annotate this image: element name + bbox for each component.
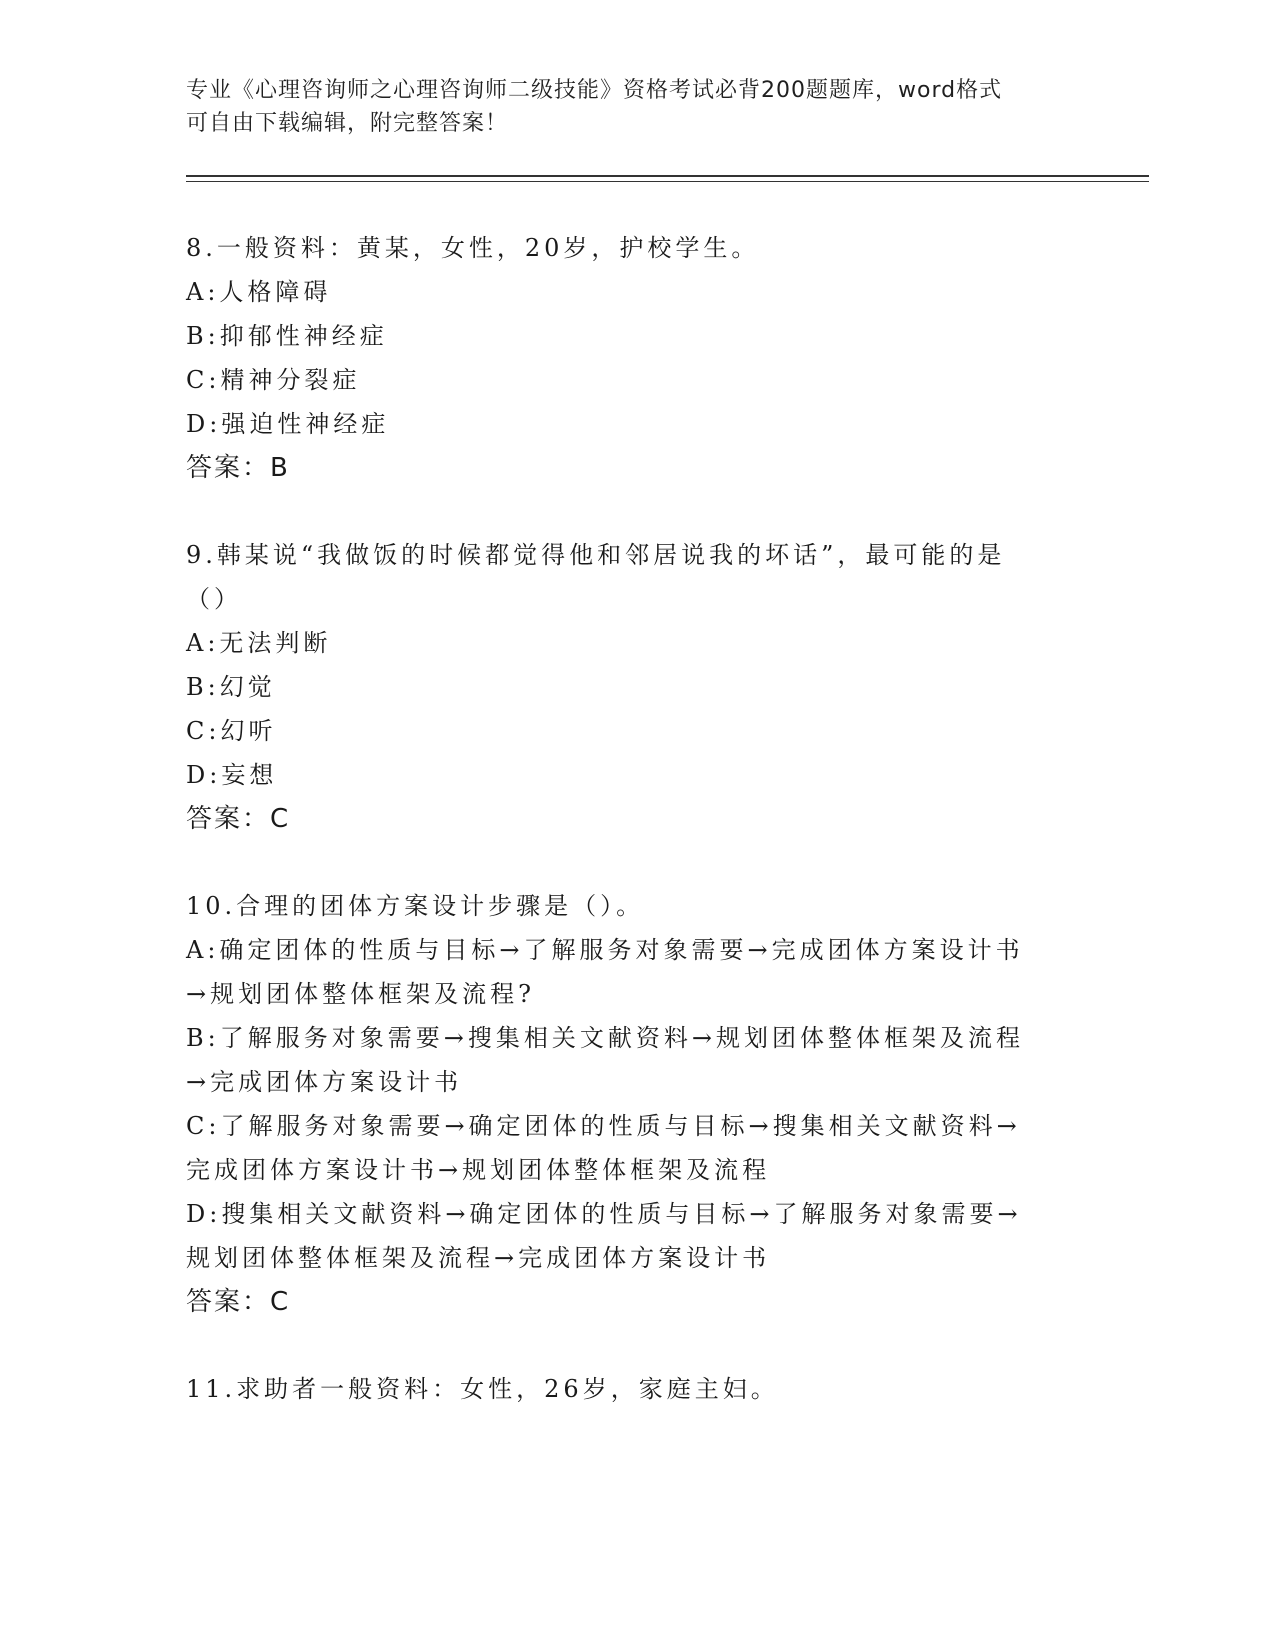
question-9-answer: 答案：C [186,804,291,834]
header-line-2: 可自由下载编辑，附完整答案！ [186,111,509,136]
question-11-stem: 11.求助者一般资料：女性，26岁，家庭主妇。 [186,1375,779,1403]
question-10-option-b: B:了解服务对象需要→搜集相关文献资料→规划团体整体框架及流程 [186,1024,1024,1052]
question-10-option-a-cont: →规划团体整体框架及流程? [186,980,535,1008]
question-9-option-d: D:妄想 [186,761,278,789]
question-10-option-a: A:确定团体的性质与目标→了解服务对象需要→完成团体方案设计书 [186,936,1024,964]
question-8-option-b: B:抑郁性神经症 [186,322,388,350]
header-divider-secondary [186,181,1149,182]
question-10-option-c: C:了解服务对象需要→确定团体的性质与目标→搜集相关文献资料→ [186,1112,1021,1140]
header-divider [186,175,1149,177]
question-9-option-b: B:幻觉 [186,673,276,701]
question-9-option-c: C:幻听 [186,717,277,745]
question-10-answer: 答案：C [186,1287,291,1317]
question-9-stem: 9.韩某说“我做饭的时候都觉得他和邻居说我的坏话”，最可能的是 [186,541,1006,569]
question-9-option-a: A:无法判断 [186,629,332,657]
question-10-option-d-cont: 规划团体整体框架及流程→完成团体方案设计书 [186,1244,771,1272]
question-10-option-b-cont: →完成团体方案设计书 [186,1068,463,1096]
question-8-stem: 8.一般资料：黄某，女性，20岁，护校学生。 [186,234,760,262]
question-8-option-a: A:人格障碍 [186,278,332,306]
question-8-option-c: C:精神分裂症 [186,366,361,394]
header-line-1: 专业《心理咨询师之心理咨询师二级技能》资格考试必背200题题库，word格式 [186,78,1003,103]
question-10-stem: 10.合理的团体方案设计步骤是（）。 [186,892,645,920]
question-8-answer: 答案：B [186,453,290,483]
question-9-stem-cont: （） [186,585,242,613]
document-header [186,74,1066,140]
question-10-option-c-cont: 完成团体方案设计书→规划团体整体框架及流程 [186,1156,771,1184]
question-10-option-d: D:搜集相关文献资料→确定团体的性质与目标→了解服务对象需要→ [186,1200,1022,1228]
question-8-option-d: D:强迫性神经症 [186,410,390,438]
